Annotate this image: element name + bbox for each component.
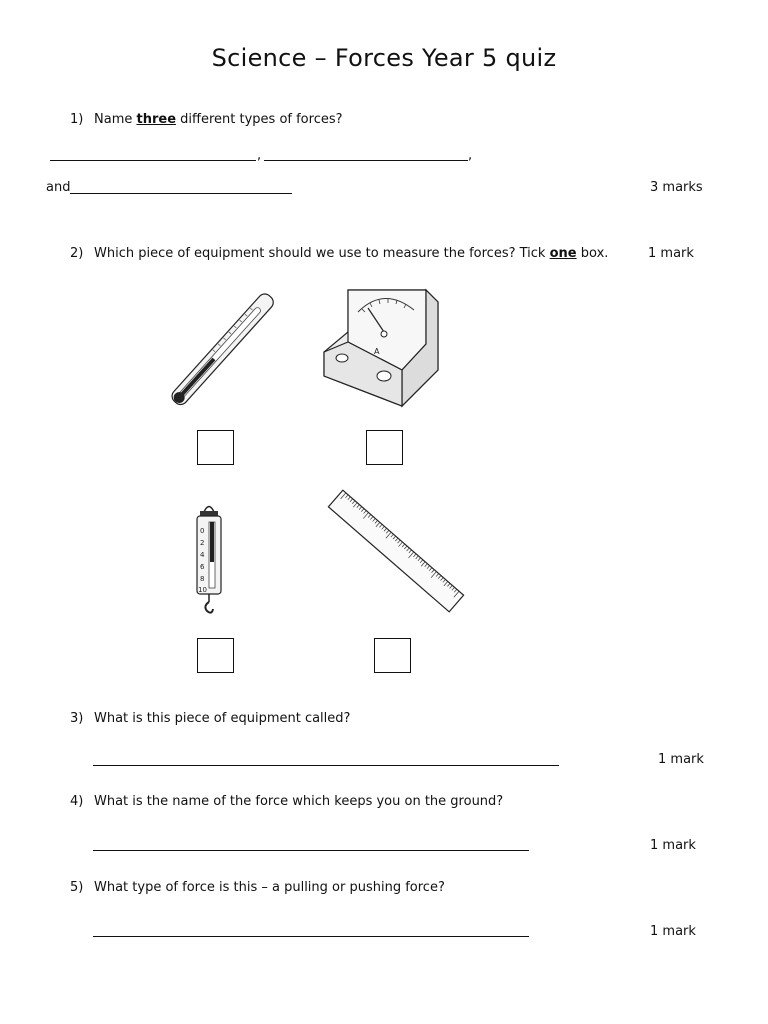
question-3 <box>70 711 350 726</box>
question-2-text: Which piece of equipment should we use to measure the forces? Tick <box>94 246 550 261</box>
answer-line-1b[interactable] <box>264 160 468 161</box>
marks-label: 1 mark <box>648 246 694 261</box>
tick-box-newton-meter[interactable] <box>197 638 234 673</box>
question-2-number: 2) <box>70 246 84 261</box>
answer-line-4[interactable] <box>93 850 529 851</box>
question-4-number: 4) <box>70 794 84 809</box>
question-3-text: What is this piece of equipment called? <box>94 711 351 726</box>
scale-label: 10 <box>198 586 207 594</box>
question-4-text: What is the name of the force which keeps you on the ground? <box>94 794 504 809</box>
question-5 <box>70 880 445 895</box>
answer-line-1a[interactable] <box>50 160 256 161</box>
ammeter-icon <box>318 282 443 410</box>
marks-label: 3 marks <box>650 180 703 195</box>
question-1 <box>70 112 343 127</box>
and-label: and <box>46 180 71 195</box>
question-1-text-end: different types of forces? <box>176 112 343 127</box>
scale-label: 4 <box>200 551 205 559</box>
question-2-emphasis: one <box>549 246 577 261</box>
scale-label: 0 <box>200 527 205 535</box>
question-5-text: What type of force is this – a pulling or pushing force? <box>94 880 445 895</box>
page-title: Science – Forces Year 5 quiz <box>211 44 557 72</box>
answer-separator: , <box>468 148 473 163</box>
marks-label: 1 mark <box>650 924 696 939</box>
tick-box-ruler[interactable] <box>374 638 411 673</box>
answer-line-5[interactable] <box>93 936 529 937</box>
scale-label: 2 <box>200 539 205 547</box>
newton-meter-icon <box>192 500 226 620</box>
question-2 <box>70 246 608 261</box>
tick-box-ammeter[interactable] <box>366 430 403 465</box>
question-5-number: 5) <box>70 880 84 895</box>
question-4 <box>70 794 503 809</box>
answer-line-3[interactable] <box>93 765 559 766</box>
question-1-emphasis: three <box>136 112 177 127</box>
tick-box-thermometer[interactable] <box>197 430 234 465</box>
question-1-text: Name <box>94 112 137 127</box>
question-3-number: 3) <box>70 711 84 726</box>
scale-label: 8 <box>200 575 205 583</box>
ruler-icon <box>322 484 470 618</box>
thermometer-icon <box>150 285 295 415</box>
scale-label: 6 <box>200 563 205 571</box>
answer-separator: , <box>257 148 262 163</box>
question-2-text-end: box. <box>576 246 609 261</box>
marks-label: 1 mark <box>650 838 696 853</box>
question-1-number: 1) <box>70 112 84 127</box>
answer-line-1c[interactable] <box>70 193 292 194</box>
marks-label: 1 mark <box>658 752 704 767</box>
ammeter-dial-letter: A <box>374 347 380 356</box>
